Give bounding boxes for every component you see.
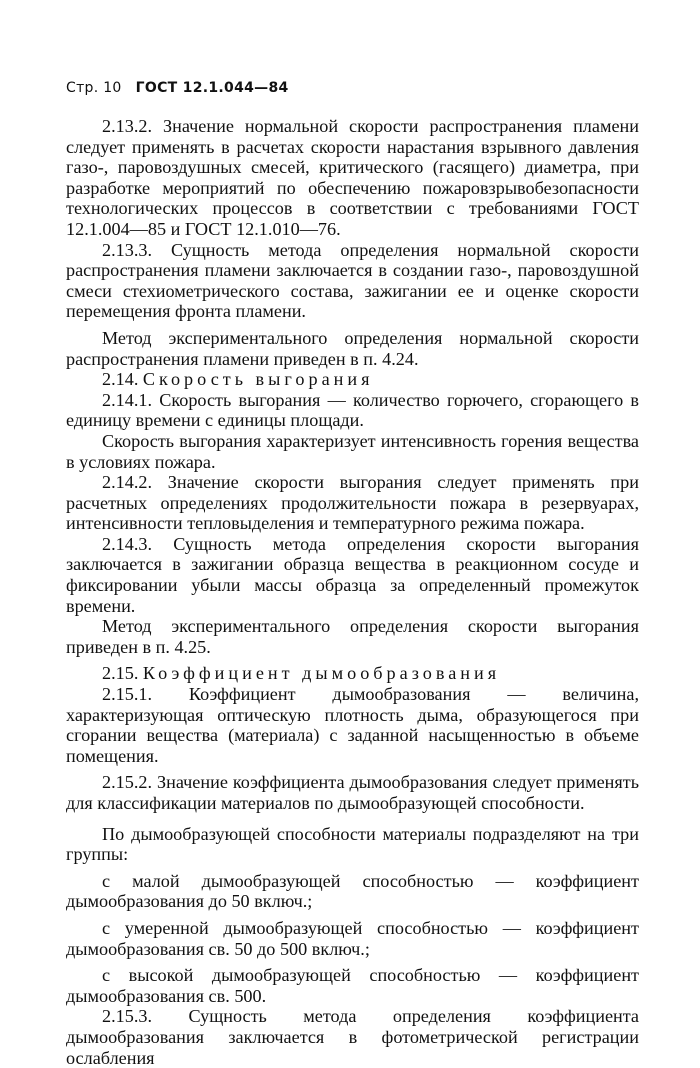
- paragraph-2-14-burn-rate: Скорость выгорания характеризует интенсивность горения вещества в условиях пожара.: [66, 430, 639, 472]
- paragraph-2-15-3: 2.15.3. Сущность метода определения коэффициента дымообразования заключается в фотометрической регистрации ослабления: [66, 1006, 639, 1068]
- paragraph-2-14-1: 2.14.1. Скорость выгорания — количество горючего, сгорающего в единицу времени с единицы площади.: [66, 389, 639, 431]
- list-item-moderate-smoke: с умеренной дымообразующей способностью — коэффициент дымообразования св. 50 до 500 включ.;: [66, 917, 639, 959]
- paragraph-2-13-3: 2.13.3. Сущность метода определения нормальной скорости распространения пламени заключается в создании газо-, паровоздушной смеси стехиометрического состава, зажигании ее и оценке скорости перемещения фронта пламени.: [66, 239, 639, 322]
- section-title: Коэффициент дымообразования: [142, 663, 501, 684]
- section-number: 2.14.: [102, 369, 139, 390]
- section-heading-2-15: [66, 663, 639, 684]
- paragraph-groups-intro: По дымообразующей способности материалы подразделяют на три группы:: [66, 823, 639, 865]
- paragraph-2-13-2: 2.13.2. Значение нормальной скорости распространения пламени следует применять в расчетах скорости нарастания взрывного давления газо-, паровоздушных смесей, критического (гасящего) диаметра, при разработке мероприятий по обеспечению пожаровзрывобезопасности технологических процессов в соответствии с требованиями ГОСТ 12.1.004—85 и ГОСТ 12.1.010—76.: [66, 116, 639, 239]
- standard-code: ГОСТ 12.1.044—84: [135, 80, 289, 96]
- page-number: Стр. 10: [66, 80, 122, 96]
- paragraph-method-2-14: Метод экспериментального определения скорости выгорания приведен в п. 4.25.: [66, 616, 639, 657]
- section-heading-2-14: [66, 369, 639, 390]
- section-title: Скорость выгорания: [142, 369, 374, 390]
- body-text: [66, 116, 639, 1068]
- paragraph-2-15-1: 2.15.1. Коэффициент дымообразования — величина, характеризующая оптическую плотность дыма, образующегося при сгорании вещества (материала) с заданной насыщенностью в объеме помещения.: [66, 684, 639, 766]
- paragraph-2-14-2: 2.14.2. Значение скорости выгорания следует применять при расчетных определениях продолжительности пожара в резервуарах, интенсивности тепловыделения и температурного режима пожара.: [66, 472, 639, 534]
- page-header: [66, 80, 289, 96]
- section-number: 2.15.: [102, 663, 139, 684]
- paragraph-method-2-13: Метод экспериментального определения нормальной скорости распространения пламени приведен в п. 4.24.: [66, 327, 639, 369]
- paragraph-2-15-2: 2.15.2. Значение коэффициента дымообразования следует применять для классификации материалов по дымообразующей способности.: [66, 772, 639, 813]
- list-item-high-smoke: с высокой дымообразующей способностью — коэффициент дымообразования св. 500.: [66, 965, 639, 1006]
- list-item-low-smoke: с малой дымообразующей способностью — коэффициент дымообразования до 50 включ.;: [66, 870, 639, 912]
- paragraph-2-14-3: 2.14.3. Сущность метода определения скорости выгорания заключается в зажигании образца вещества в реакционном сосуде и фиксировании убыли массы образца за определенный промежуток времени.: [66, 533, 639, 616]
